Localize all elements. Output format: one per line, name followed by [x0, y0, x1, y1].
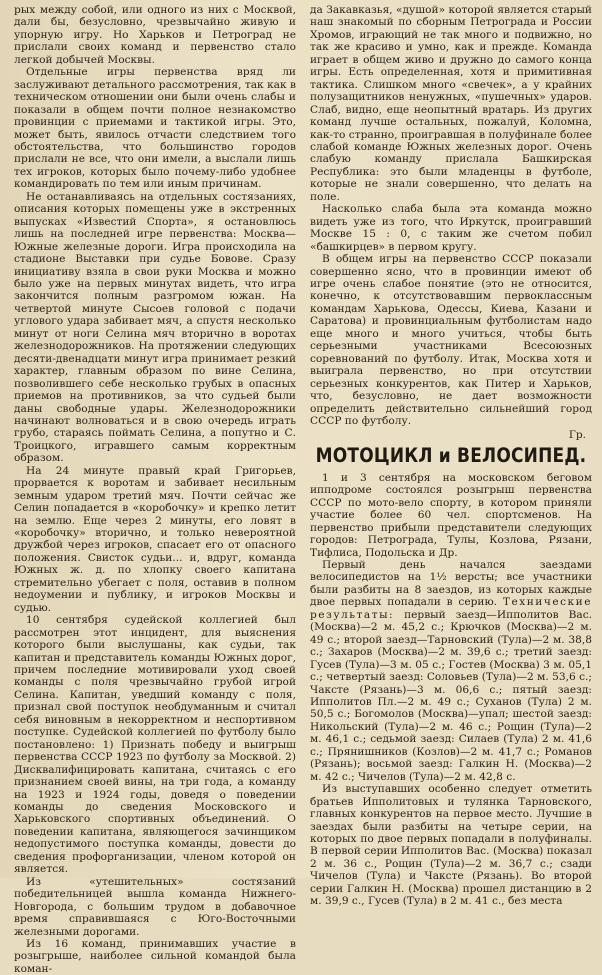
paragraph: Из «утешительных» состязаний победительницей вышла команда Нижнего-Новгорода, с большим трудом в добавочное время справившаяся с Юго-Восточными железными дорогами.	[14, 875, 296, 938]
paragraph: да Закавказья, «душой» которой является старый наш знакомый по сборным Петрограда и России Хромов, играющий не так много и подвижно, но так же красиво и умно, как и прежде. Команда играет в общем живо и дружно до самого конца игры. Есть определенная, хотя и примитивная тактика. Слишком много «свечек», а у крайних полузащитников ненужных, «пушечных» ударов. Слаб, видно, еще неопытный вратарь. Из других команд лучше остальных, пожалуй, Коломна, как-то странно, проигравшая в полуфинале более слабой команде Южных железных дорог. Очень слабую команду прислала Башкирская Республика: это были младенцы в футболе, которые не знали совершенно, что делать на поле.	[310, 4, 592, 203]
paragraph: Насколько слаба была эта команда можно видеть уже из того, что Иркутск, проигравший Москве 15 : 0, с таким же счетом побил «башкирцев» в первом кругу.	[310, 203, 592, 253]
paragraph: Не останавливаясь на отдельных состязаниях, описания которых помещены уже в экстренных выпусках «Известий Спорта», я остановлюсь лишь на последней игре первенства: Москва—Южные железные дороги. Игра происходила на стадионе Выставки при судье Бовове. Сразу инициативу взяла в свои руки Москва и можно было уже на первых минутах видеть, что игра закончится полным разгромом южан. На четвертой минуте Сысоев головой с подачи углового удара забивает мяч, а спустя несколько минут от ноги Селина мяч вторично в воротах железнодорожников. На протяжении следующих десяти-двенадцати минут игра принимает резкий характер, главным образом по вине Селина, позволившего себе несколько грубых в опасных приемов на противников, за что судьей были даны свободные удары. Железнодорожники начинают волноваться и в свою очередь играть грубо, стараясь поймать Селина, а попутно и С. Троицкого, игравшего самым корректным образом.	[14, 190, 296, 465]
paragraph: Из 16 команд, принимавших участие в розыгрыше, наиболее сильной командой была коман-	[14, 937, 296, 975]
paragraph: В общем игры на первенство СССР показали совершенно ясно, что в провинции имеют об игре очень слабое понятие (это не относится, конечно, к отсутствовавшим первоклассным командам Харькова, Одессы, Киева, Казани и Саратова) и провинциальным футболистам надо еще много и много учиться, чтобы быть серьезными участниками Всесоюзных соревнований по футболу. Итак, Москва хотя и выиграла первенство, но при отсутствии серьезных конкурентов, как Питер и Харьков, что, безусловно, не дает возможности определить действительно сильнейший город СССР по футболу.	[310, 253, 592, 427]
author-signature: Гр.	[568, 429, 586, 442]
results-heading: Технические результаты:	[310, 596, 592, 621]
right-column	[310, 4, 592, 908]
paragraph: рых между собой, или одного из них с Москвой, дали бы, безусловно, чрезвычайно живую и упорную игру. Но Харьков и Петроград не прислали своих команд и первенство стало легкой добычей Москвы.	[14, 4, 296, 66]
paragraph	[310, 559, 592, 783]
paragraph: 1 и 3 сентября на московском беговом ипподроме состоялся розыгрыш первенства СССР по мото-вело спорту, в котором приняли участие более 60 чел. спортсменов. На первенство прибыли представители следующих городов: Петрограда, Тулы, Козлова, Рязани, Тифлиса, Подольска и Др.	[310, 471, 592, 559]
section-title: МОТОЦИКЛ и ВЕЛОСИПЕД.	[315, 444, 587, 468]
paragraph: На 24 минуте правый край Григорьев, прорвается к воротам и забивает несильным земным ударом третий мяч. Почти сейчас же Селин попадается в «коробочку» и крепко летит на землю. Еще через 2 минуты, его ловят в «коробочку» вторично, и только невероятной дружбой через игроков, спасает его от опасного положения. Свисток судьи... и, вдруг, команда Южных ж. д. по хлопку своего капитана стремительно убегает с поля, оставив в полном недоумении и публику, и игроков Москвы и судью.	[14, 464, 296, 614]
left-column	[14, 4, 296, 975]
paragraph: 10 сентября судейской коллегией был рассмотрен этот инцидент, для выяснения которого были выслушаны, как судьи, так капитан и представитель команды Южных дорог, причем последние мотивировали уход своей команды с поля чрезвычайно грубой игрой Селина. Капитан, уведший команду с поля, признал свой поступок необдуманным и считал себя виновным в некорректном и неспортивном поступке. Судейской коллегией по футболу было постановлено: 1) Признать победу и выигрыш первенства СССР 1923 по футболу за Москвой. 2) Дисквалифицировать капитана, считаясь с его признанием своей вины, на три года, а команду на 1923 и 1924 годы, доведя о поведении команды до сведения Московского и Харьковского спортивных объединений. О поведении капитана, являющегося зачинщиком недопустимого поступка команды, довести до сведения профорганизации, членом которой он является.	[14, 614, 296, 876]
results-text: первый заезд—Ипполитов Вас. (Москва)—2 м. 45,2 с.; Крючков (Москва)—2 м. 49 с.; второй заезд—Тарновский (Тула)—2 м. 38,8 с.; Захаров (Москва)—2 м. 39,6 с.; третий заезд: Гусев (Тула)—3 м. 05 с.; Гостев (Москва) 3 м. 05,1 с.; четвертый заезд: Соловьев (Тула)—2 м. 53,6 с.; Чаксте (Рязань)—3 м. 06,6 с.; пятый заезд: Ипполитов Пл.—2 м. 49 с.; Суханов (Тула) 2 м. 50,5 с.; Богомолов (Москва)—упал; шестой заезд: Никольский (Тула)—2 м. 46 с.; Рощин (Тула)—2 м. 46,1 с.; седьмой заезд: Силаев (Тула) 2 м. 41,6 с.; Прянишников (Козлов)—2 м. 41,7 с.; Романов (Рязань); восьмой заезд: Галкин Н. (Москва)—2 м. 42 с.; Чичелов (Тула)—2 м. 42,8 с.	[310, 608, 592, 783]
paragraph: Отдельные игры первенства вряд ли заслуживают детального рассмотрения, так как в техническом отношении они были очень слабы и показали в общем почти полное незнакомство провинции с приемами и тактикой игры. Это, может быть, явилось отчасти следствием того обстоятельства, что большинство городов прислали не все, что они имели, а выслали лишь тех игроков, которых было почему-либо удобнее командировать по тем или иным причинам.	[14, 66, 296, 191]
paragraph-text: Первый день начался заездами велосипедистов на 1½ версты; все участники были разбиты на 8 заездов, из которых каждые двое первых попадали в серию.	[310, 559, 592, 609]
paragraph: Из выступавших особенно следует отметить братьев Ипполитовых и тулянка Тарновского, главных конкурентов на первое место. Лучшие в заездах были разбиты на четыре серии, на которых по двое первых попадали в полуфиналы. В первой серии Ипполитов Вас. (Москва) показал 2 м. 36 с., Рощин (Тула)—2 м. 36,7 с.; сзади Чичелов (Тула) и Чаксте (Рязань). Во второй серии Галкин Н. (Москва) прошел дистанцию в 2 м. 39,9 с., Гусев (Тула) в 2 м. 41 с., без места	[310, 783, 592, 908]
